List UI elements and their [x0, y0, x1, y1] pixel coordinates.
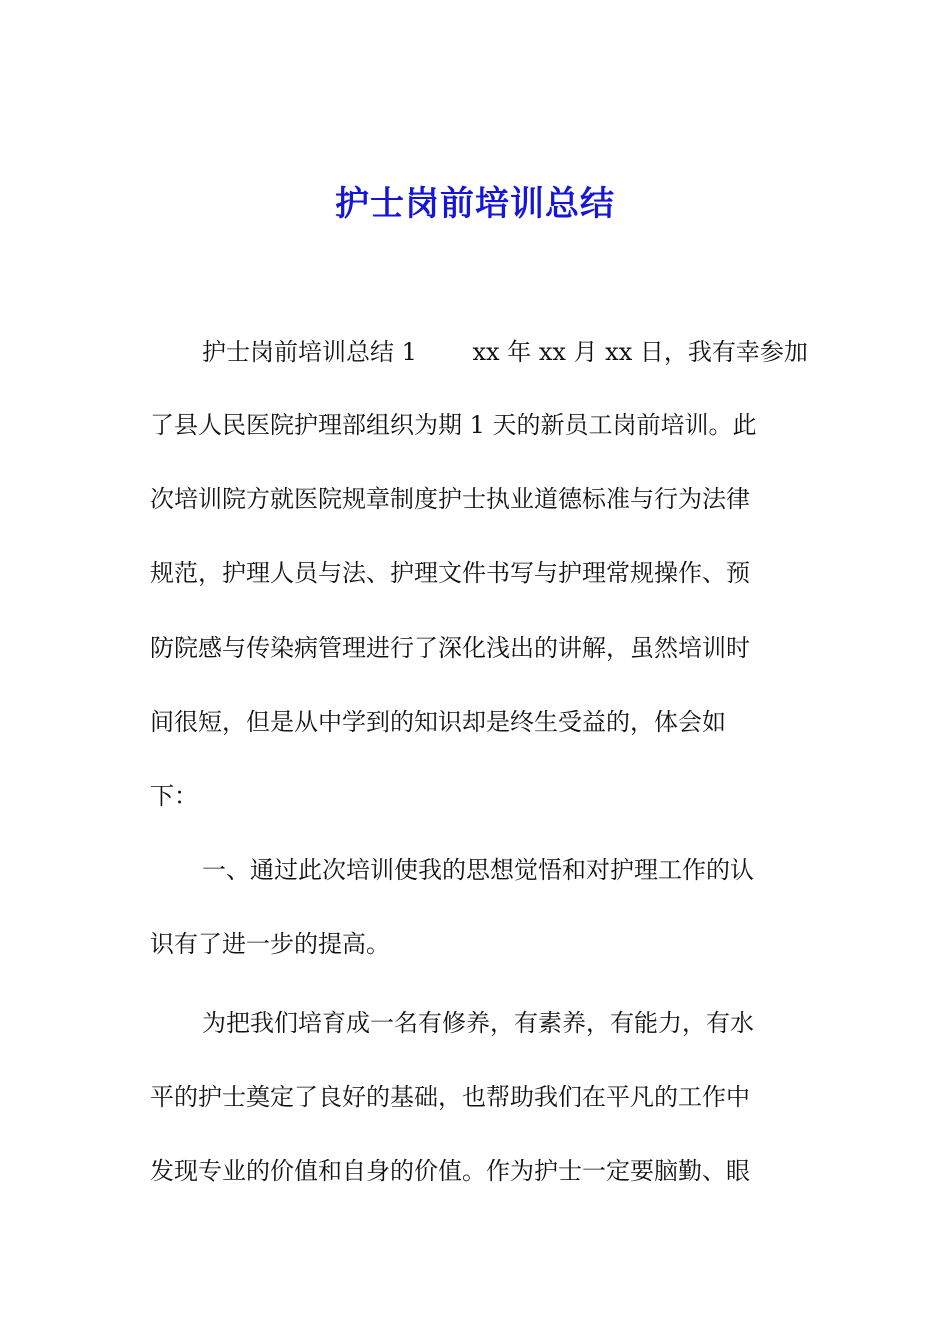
body-line-6: 间很短，但是从中学到的知识却是终生受益的，体会如 — [150, 708, 726, 736]
body-line-11: 平的护士奠定了良好的基础，也帮助我们在平凡的工作中 — [150, 1083, 750, 1111]
body-line-7: 下： — [150, 782, 198, 810]
body-line-5: 防院感与传染病管理进行了深化浅出的讲解，虽然培训时 — [150, 634, 750, 662]
body-line-10: 为把我们培育成一名有修养，有素养，有能力，有水 — [202, 1009, 754, 1037]
body-line-3: 次培训院方就医院规章制度护士执业道德标准与行为法律 — [150, 485, 750, 513]
body-line-4: 规范，护理人员与法、护理文件书写与护理常规操作、预 — [150, 559, 750, 587]
document-title: 护士岗前培训总结 — [335, 184, 615, 224]
body-line-8: 一、通过此次培训使我的思想觉悟和对护理工作的认 — [202, 856, 754, 884]
body-line-12: 发现专业的价值和自身的价值。作为护士一定要脑勤、眼 — [150, 1157, 750, 1185]
body-line-1: 护士岗前培训总结 1 xx 年 xx 月 xx 日，我有幸参加 — [202, 338, 808, 366]
body-line-9: 识有了进一步的提高。 — [150, 930, 390, 958]
body-line-2: 了县人民医院护理部组织为期 1 天的新员工岗前培训。此 — [150, 411, 757, 439]
